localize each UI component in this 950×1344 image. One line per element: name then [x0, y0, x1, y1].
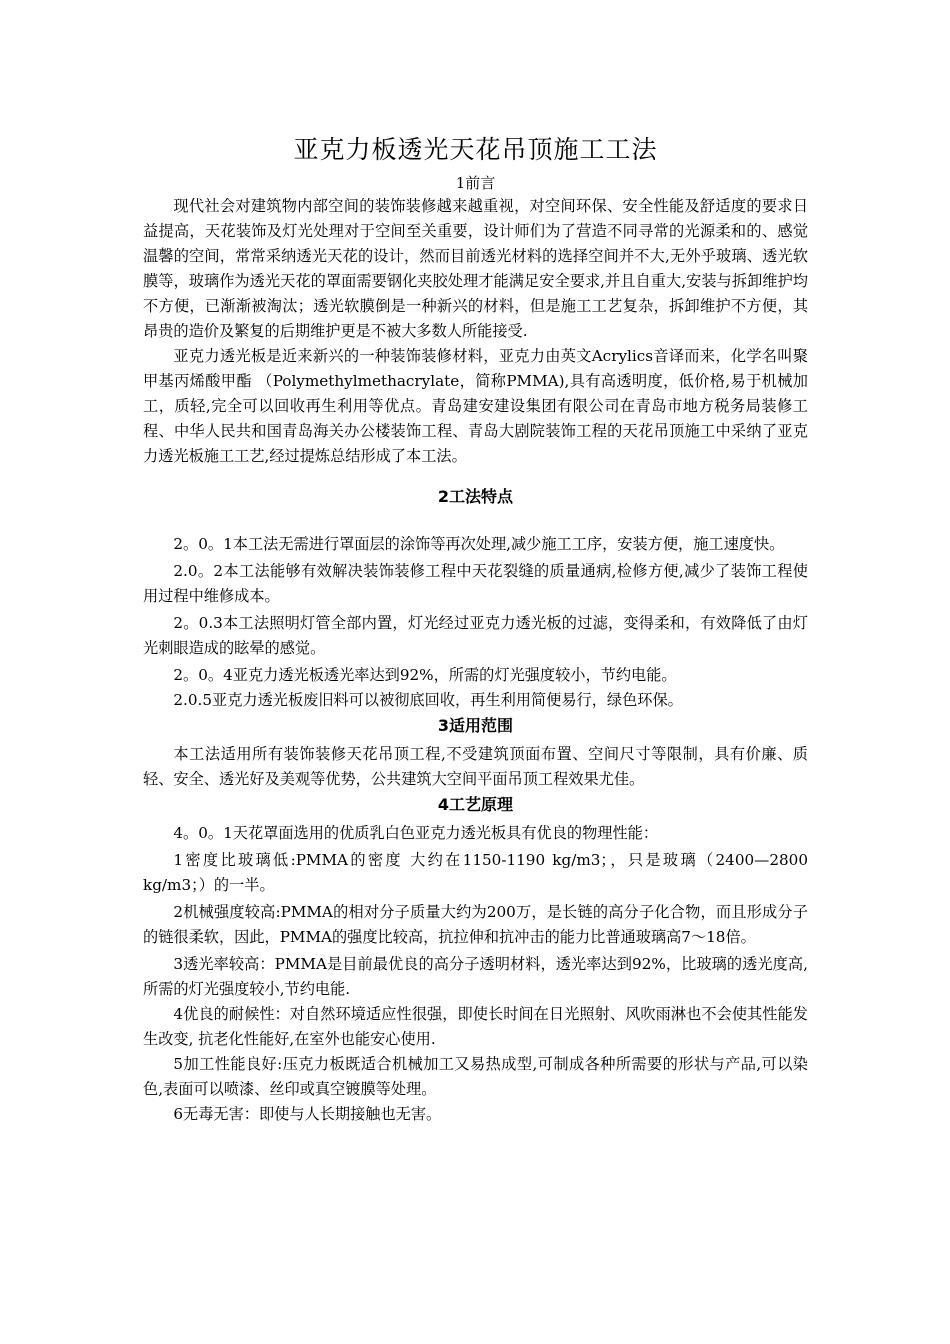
feature-item-3: 2。0.3本工法照明灯管全部内置，灯光经过亚克力透光板的过滤，变得柔和，有效降低了由灯光刺眼造成的眩晕的感觉。 — [143, 614, 808, 657]
preface-paragraph-1: 现代社会对建筑物内部空间的装饰装修越来越重视，对空间环保、安全性能及舒适度的要求日益提高，天花装饰及灯光处理对于空间至关重要，设计师们为了营造不同寻常的光源柔和的、感觉温馨的空间，常常采纳透光天花的设计，然而目前透光材料的选择空间并不大,无外乎玻璃、透光软膜等，玻璃作为透光天花的罩面需要钢化夹胶处理才能满足安全要求,并且自重大,安装与拆卸维护均不方便，已渐渐被淘汰；透光软膜倒是一种新兴的材料，但是施工工艺复杂，拆卸维护不方便，其昂贵的造价及繁复的后期维护更是不被大多数人所能接受. — [143, 197, 808, 340]
scope-heading: 3适用范围 — [437, 716, 514, 735]
principle-paragraph-1: 4。0。1天花罩面选用的优质乳白色亚克力透光板具有优良的物理性能： — [173, 824, 659, 842]
principle-property-4: 4优良的耐候性：对自然环境适应性很强，即使长时间在日光照射、风吹雨淋也不会使其性能发生改变, 抗老化性能好,在室外也能安心使用. — [143, 1005, 808, 1048]
principle-heading: 4工艺原理 — [437, 795, 514, 814]
principle-property-2: 2机械强度较高:PMMA的相对分子质量大约为200万，是长链的高分子化合物，而且形成分子的链很柔软，因此，PMMA的强度比较高，抗拉伸和抗冲击的能力比普通玻璃高7～18倍。 — [143, 903, 808, 946]
principle-property-3: 3透光率较高：PMMA是目前最优良的高分子透明材料，透光率达到92%，比玻璃的透光度高,所需的灯光强度较小,节约电能. — [143, 955, 808, 998]
feature-item-5: 2.0.5亚克力透光板废旧料可以被彻底回收，再生利用简便易行，绿色环保。 — [173, 691, 683, 709]
document-page — [143, 130, 808, 1127]
scope-paragraph: 本工法适用所有装饰装修天花吊顶工程,不受建筑顶面布置、空间尺寸等限制，具有价廉、质轻、安全、透光好及美观等优势，公共建筑大空间平面吊顶工程效果尤佳。 — [143, 745, 808, 788]
principle-property-6: 6无毒无害：即使与人长期接触也无害。 — [173, 1105, 442, 1123]
document-title: 亚克力板透光天花吊顶施工工法 — [293, 135, 658, 164]
preface-paragraph-2: 亚克力透光板是近来新兴的一种装饰装修材料，亚克力由英文Acrylics音译而来，化学名叫聚甲基丙烯酸甲酯 （Polymethylmethacrylate，简称PMMA),具有高透明度，低价格,易于机械加工，质轻,完全可以回收再生利用等优点。青岛建安建设集团有限公司在青岛市地方税务局装修工程、中华人民共和国青岛海关办公楼装饰工程、青岛大剧院装饰工程的天花吊顶施工中采纳了亚克力透光板施工工艺,经过提炼总结形成了本工法。 — [143, 347, 808, 465]
principle-property-1: 1密度比玻璃低:PMMA的密度 大约在1150-1190 kg/m3；，只是玻璃（2400—2800 kg/m3；）的一半。 — [143, 851, 808, 894]
features-heading: 2工法特点 — [437, 487, 514, 506]
feature-item-2: 2.0。2本工法能够有效解决装饰装修工程中天花裂缝的质量通病,检修方便,减少了装饰工程使用过程中维修成本。 — [143, 562, 808, 605]
feature-item-4: 2。0。4亚克力透光板透光率达到92%，所需的灯光强度较小，节约电能。 — [173, 666, 677, 684]
feature-item-1: 2。0。1本工法无需进行罩面层的涂饰等再次处理,减少施工工序，安装方便，施工速度快。 — [173, 535, 785, 553]
preface-heading: 1前言 — [455, 174, 496, 192]
principle-property-5: 5加工性能良好:压克力板既适合机械加工又易热成型,可制成各种所需要的形状与产品,可以染色,表面可以喷漆、丝印或真空镀膜等处理。 — [143, 1055, 808, 1098]
